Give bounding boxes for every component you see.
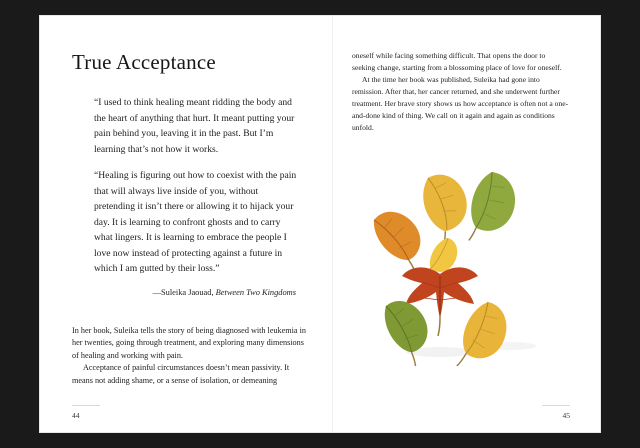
falling-autumn-leaves-illustration [340, 156, 592, 366]
right-page [332, 16, 600, 432]
attribution-book-title: Between Two Kingdoms [215, 287, 296, 297]
body-paragraph: Acceptance of painful circumstances doesn’t mean passivity. It means not adding shame, or a sense of isolation, or demeaning [72, 363, 290, 385]
page-number-left: 44 [72, 411, 80, 420]
folio-rule [542, 405, 570, 406]
left-body-text [72, 325, 308, 387]
body-paragraph: At the time her book was published, Suleika had gone into remission. After that, her cancer returned, and she underwent further treatment. Her brave story shows us how acceptance is often not a one-and-done kind of thing. We call on it again and again as conditions unfold. [352, 74, 569, 132]
body-paragraph: oneself while facing something difficult. That opens the door to seeking change, starting from a blossoming place of love for oneself. [352, 51, 562, 72]
quote-paragraph: “Healing is figuring out how to coexist with the pain that will always live inside of you, without pretending it isn’t there or allowing it to hijack your day. It is learning to confront ghosts and to carry what lingers. It is learning to embrace the people I love now instead of protecting against a future in which I am gutted by their loss.” [94, 170, 297, 275]
left-page [40, 16, 332, 432]
quote-paragraph: “I used to think healing meant ridding the body and the heart of anything that hurt. It meant putting your pain behind you, leaving it in the past. But I’m learning that’s not how it works. [94, 97, 295, 155]
body-paragraph: In her book, Suleika tells the story of being diagnosed with leukemia in her twenties, going through treatment, and exploring many dimensions of healing and working with pain. [72, 325, 306, 360]
quote-attribution [94, 288, 296, 297]
folio-rule [72, 405, 100, 406]
attribution-author: —Suleika Jaouad, [152, 287, 216, 297]
page-number-right: 45 [562, 411, 570, 420]
pull-quote [94, 95, 298, 297]
book-spread [40, 16, 600, 432]
page-title: True Acceptance [72, 50, 216, 74]
